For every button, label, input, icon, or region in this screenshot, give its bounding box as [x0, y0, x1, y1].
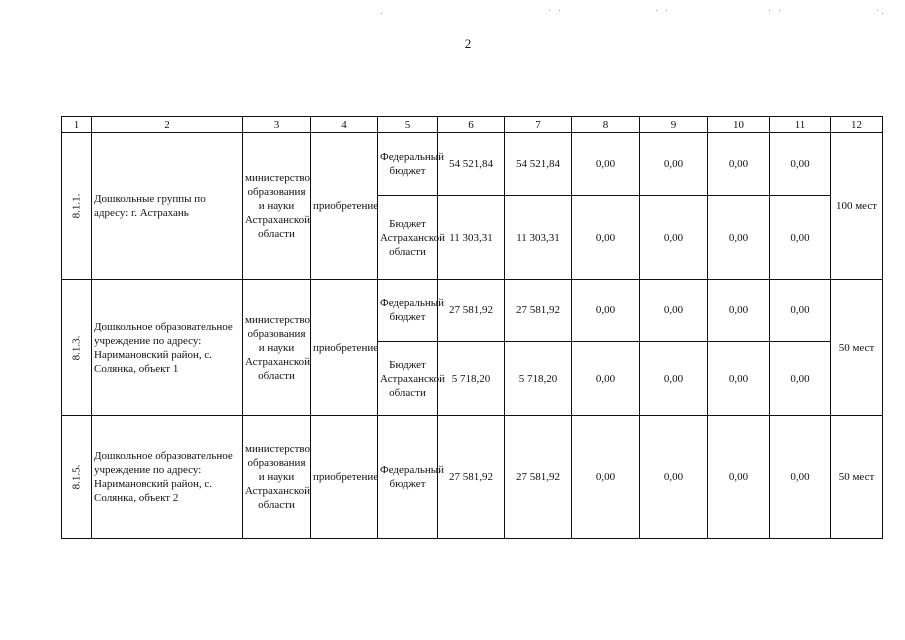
scan-artifact: ·.: [876, 6, 886, 17]
header-cell: 12: [831, 117, 883, 133]
scan-artifact: · ·: [655, 6, 671, 17]
value-cell: 0,00: [572, 279, 640, 341]
action-cell: приобретение: [311, 416, 378, 539]
value-cell: 0,00: [640, 342, 708, 416]
value-cell: 11 303,31: [505, 196, 572, 279]
value-cell: 11 303,31: [438, 196, 505, 279]
funding-source: Федеральный бюджет: [378, 416, 438, 539]
budget-table: [61, 116, 883, 539]
value-cell: 0,00: [572, 342, 640, 416]
item-code: 8.1.3.: [70, 335, 83, 360]
value-cell: 0,00: [572, 196, 640, 279]
value-cell: 27 581,92: [438, 279, 505, 341]
value-cell: 0,00: [770, 342, 831, 416]
value-cell: 0,00: [572, 416, 640, 539]
header-cell: 3: [243, 117, 311, 133]
header-cell: 2: [92, 117, 243, 133]
item-code: 8.1.1.: [70, 193, 83, 219]
funding-source: Федеральный бюджет: [378, 133, 438, 196]
value-cell: 0,00: [640, 196, 708, 279]
value-cell: 0,00: [770, 279, 831, 341]
ministry-cell: министерство образования и науки Астраханской области: [243, 416, 311, 539]
item-name: Дошкольные группы по адресу: г. Астрахань: [92, 133, 243, 280]
value-cell: 0,00: [708, 416, 770, 539]
value-cell: 0,00: [640, 133, 708, 196]
scan-artifact: · ·: [548, 6, 564, 17]
header-cell: 6: [438, 117, 505, 133]
value-cell: 0,00: [770, 196, 831, 279]
header-cell: 10: [708, 117, 770, 133]
action-cell: приобретение: [311, 279, 378, 416]
table-row: [62, 416, 883, 539]
table-row: [62, 279, 883, 341]
funding-source: Бюджет Астраханской области: [378, 342, 438, 416]
header-cell: 4: [311, 117, 378, 133]
value-cell: 27 581,92: [505, 416, 572, 539]
value-cell: 27 581,92: [438, 416, 505, 539]
value-cell: 27 581,92: [505, 279, 572, 341]
header-cell: 7: [505, 117, 572, 133]
header-row: [62, 117, 883, 133]
funding-source: Бюджет Астраханской области: [378, 196, 438, 279]
value-cell: 0,00: [708, 133, 770, 196]
scan-artifact: · ·: [768, 6, 784, 17]
value-cell: 5 718,20: [438, 342, 505, 416]
value-cell: 0,00: [708, 342, 770, 416]
item-code: 8.1.5.: [70, 464, 83, 490]
value-cell: 5 718,20: [505, 342, 572, 416]
header-cell: 9: [640, 117, 708, 133]
ministry-cell: министерство образования и науки Астраханской области: [243, 279, 311, 416]
value-cell: 0,00: [640, 279, 708, 341]
result-cell: 50 мест: [831, 416, 883, 539]
value-cell: 0,00: [640, 416, 708, 539]
value-cell: 0,00: [770, 416, 831, 539]
result-cell: 50 мест: [831, 279, 883, 416]
item-code-cell: [62, 279, 92, 416]
header-cell: 5: [378, 117, 438, 133]
item-name: Дошкольное образовательное учреждение по адресу: Наримановский район, с. Солянка, объект 2: [92, 416, 243, 539]
value-cell: 54 521,84: [438, 133, 505, 196]
item-code-cell: [62, 416, 92, 539]
funding-source: Федеральный бюджет: [378, 279, 438, 341]
item-name: Дошкольное образовательное учреждение по адресу: Наримановский район, с. Солянка, объект 1: [92, 279, 243, 416]
ministry-cell: министерство образования и науки Астраханской области: [243, 133, 311, 280]
header-cell: 11: [770, 117, 831, 133]
item-code-cell: [62, 133, 92, 280]
value-cell: 54 521,84: [505, 133, 572, 196]
header-cell: 1: [62, 117, 92, 133]
header-cell: 8: [572, 117, 640, 133]
scan-artifact: .: [380, 6, 385, 17]
value-cell: 0,00: [708, 196, 770, 279]
page-number: 2: [464, 36, 472, 51]
value-cell: 0,00: [708, 279, 770, 341]
action-cell: приобретение: [311, 133, 378, 280]
result-cell: 100 мест: [831, 133, 883, 280]
table-row: [62, 133, 883, 196]
value-cell: 0,00: [572, 133, 640, 196]
value-cell: 0,00: [770, 133, 831, 196]
